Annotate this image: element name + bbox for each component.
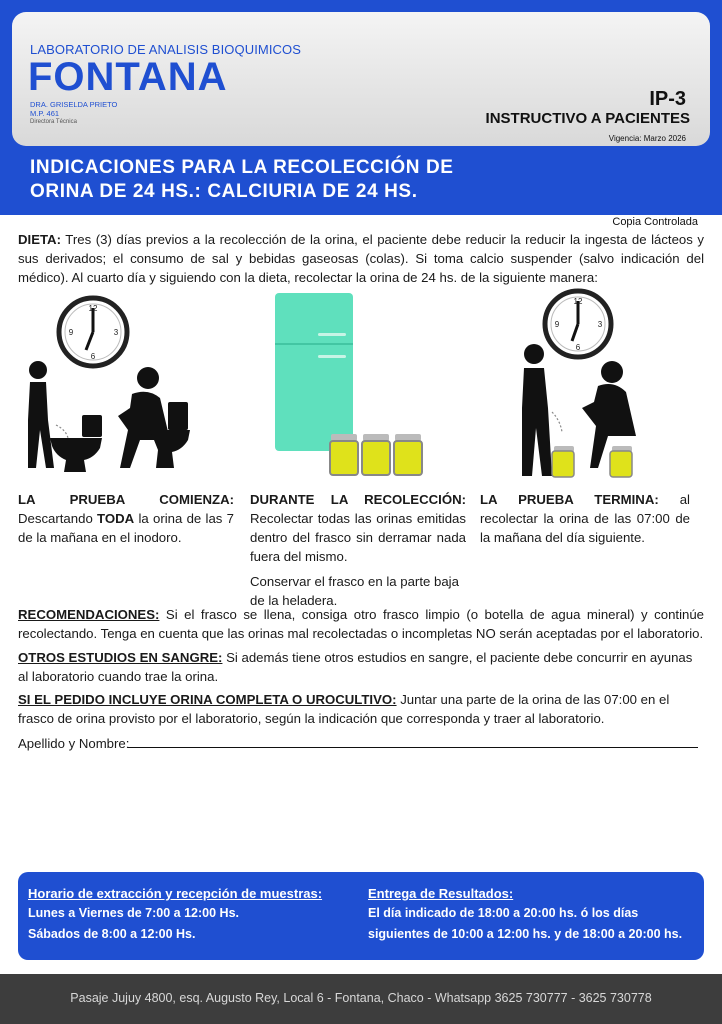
step-start bbox=[18, 490, 234, 547]
document-type: INSTRUCTIVO A PACIENTES bbox=[485, 110, 690, 127]
person-icon bbox=[522, 344, 552, 476]
svg-text:9: 9 bbox=[554, 320, 560, 329]
clock-icon bbox=[545, 291, 611, 357]
step-start-text: Descartando bbox=[18, 511, 98, 526]
svg-text:3: 3 bbox=[597, 320, 603, 329]
toilet-icon bbox=[50, 415, 102, 472]
apellido-label: Apellido y Nombre: bbox=[18, 736, 130, 751]
copia-controlada-label: Copia Controlada bbox=[612, 216, 698, 228]
document-code: IP-3 bbox=[649, 88, 686, 110]
step-start-bold: TODA bbox=[97, 511, 135, 526]
apellido-field[interactable] bbox=[128, 731, 698, 748]
step-during-label: DURANTE LA RECOLECCIÓN: bbox=[250, 492, 466, 507]
schedule-saturday: Sábados de 8:00 a 12:00 Hs. bbox=[28, 927, 196, 941]
title-line-1: INDICACIONES PARA LA RECOLECCIÓN DE bbox=[30, 157, 454, 178]
step-during bbox=[250, 490, 466, 610]
urine-jar-icon bbox=[329, 440, 359, 476]
recomendaciones-paragraph bbox=[18, 605, 704, 643]
recomendaciones-text: Si el frasco se llena, consiga otro frasco limpio (o botella de agua mineral) y continúe recolectando. Tenga en cuenta que las orinas mal recolectadas o incompletas NO serán aceptadas por el laboratorio. bbox=[18, 607, 704, 641]
step-end-label: LA PRUEBA TERMINA: bbox=[480, 492, 659, 507]
urine-jar-icon bbox=[552, 446, 574, 477]
step-during-text: Recolectar todas las orinas emitidas dentro del frasco sin derramar nada fuera del mismo. bbox=[250, 511, 466, 564]
urine-jar-icon bbox=[393, 440, 423, 476]
director-name: DRA. GRISELDA PRIETO bbox=[30, 100, 118, 109]
schedule-weekdays: Lunes a Viernes de 7:00 a 12:00 Hs. bbox=[28, 906, 239, 920]
svg-text:12: 12 bbox=[88, 304, 98, 313]
dieta-paragraph bbox=[18, 230, 704, 287]
step-start-text-end: la orina de las 7 de la mañana en el inodoro. bbox=[18, 511, 234, 545]
urine-jar-icon bbox=[610, 446, 632, 477]
vigencia-date: Vigencia: Marzo 2026 bbox=[608, 134, 686, 143]
director-role: Directora Técnica bbox=[30, 119, 77, 125]
page-title bbox=[30, 156, 630, 204]
lab-subtitle: LABORATORIO DE ANALISIS BIOQUIMICOS bbox=[30, 42, 302, 57]
person-icon bbox=[28, 361, 54, 468]
fridge-divider bbox=[275, 343, 353, 345]
scene-start bbox=[20, 290, 200, 480]
svg-text:12: 12 bbox=[573, 297, 583, 306]
title-line-2: ORINA DE 24 HS.: CALCIURIA DE 24 HS. bbox=[30, 181, 418, 202]
dieta-label: DIETA: bbox=[18, 232, 61, 247]
step-end bbox=[480, 490, 690, 547]
pedido-label: SI EL PEDIDO INCLUYE ORINA COMPLETA O UROCULTIVO: bbox=[18, 692, 397, 707]
pedido-paragraph bbox=[18, 690, 704, 728]
recomendaciones-label: RECOMENDACIONES: bbox=[18, 607, 160, 622]
refrigerator-icon bbox=[275, 293, 353, 451]
otros-estudios-label: OTROS ESTUDIOS EN SANGRE: bbox=[18, 650, 223, 665]
svg-text:9: 9 bbox=[68, 328, 74, 337]
urine-jar-icon bbox=[361, 440, 391, 476]
fridge-handle bbox=[318, 333, 346, 336]
schedule-title: Horario de extracción y recepción de muestras: bbox=[28, 886, 323, 901]
results-line-1: El día indicado de 18:00 a 20:00 hs. ó los días bbox=[368, 906, 639, 920]
scene-end bbox=[512, 288, 652, 480]
address-text: Pasaje Jujuy 4800, esq. Augusto Rey, Local 6 - Fontana, Chaco - Whatsapp 3625 730777 - 3625 730778 bbox=[70, 991, 652, 1005]
director-mp: M.P. 461 bbox=[30, 109, 60, 118]
svg-text:6: 6 bbox=[575, 343, 581, 352]
clock-icon bbox=[59, 298, 127, 366]
results-line-2: siguientes de 10:00 a 12:00 hs. y de 18:00 a 20:00 hs. bbox=[368, 927, 683, 941]
lab-logo-name: FONTANA bbox=[28, 55, 228, 99]
director-info bbox=[30, 100, 117, 127]
otros-estudios-paragraph bbox=[18, 648, 704, 686]
dieta-text: Tres (3) días previos a la recolección de la orina, el paciente debe reducir la reducir la ingesta de lácteos y sus derivados; el consumo de sal y bebidas gaseosas (colas). Si toma calcio suspender (salvo indicación del médico). Al cuarto día y siguiendo con la dieta, recolectar la orina de 24 hs. de la siguiente manera: bbox=[18, 232, 704, 285]
otros-estudios-text: Si además tiene otros estudios en sangre, el paciente debe concurrir en ayunas al laboratorio cuando trae la orina. bbox=[18, 650, 693, 684]
step-end-text: al recolectar la orina de las 07:00 de la mañana del día siguiente. bbox=[480, 492, 690, 545]
fridge-handle bbox=[318, 355, 346, 358]
pedido-text: Juntar una parte de la orina de las 07:00 en el frasco de orina provisto por el laboratorio, según la indicación que corresponda y traer al laboratorio. bbox=[18, 692, 670, 726]
svg-text:6: 6 bbox=[90, 352, 96, 361]
step-during-text-2: Conservar el frasco en la parte baja de la heladera. bbox=[250, 574, 459, 608]
svg-text:3: 3 bbox=[113, 328, 119, 337]
step-start-label: LA PRUEBA COMIENZA: bbox=[18, 492, 234, 507]
results-title: Entrega de Resultados: bbox=[368, 886, 514, 901]
